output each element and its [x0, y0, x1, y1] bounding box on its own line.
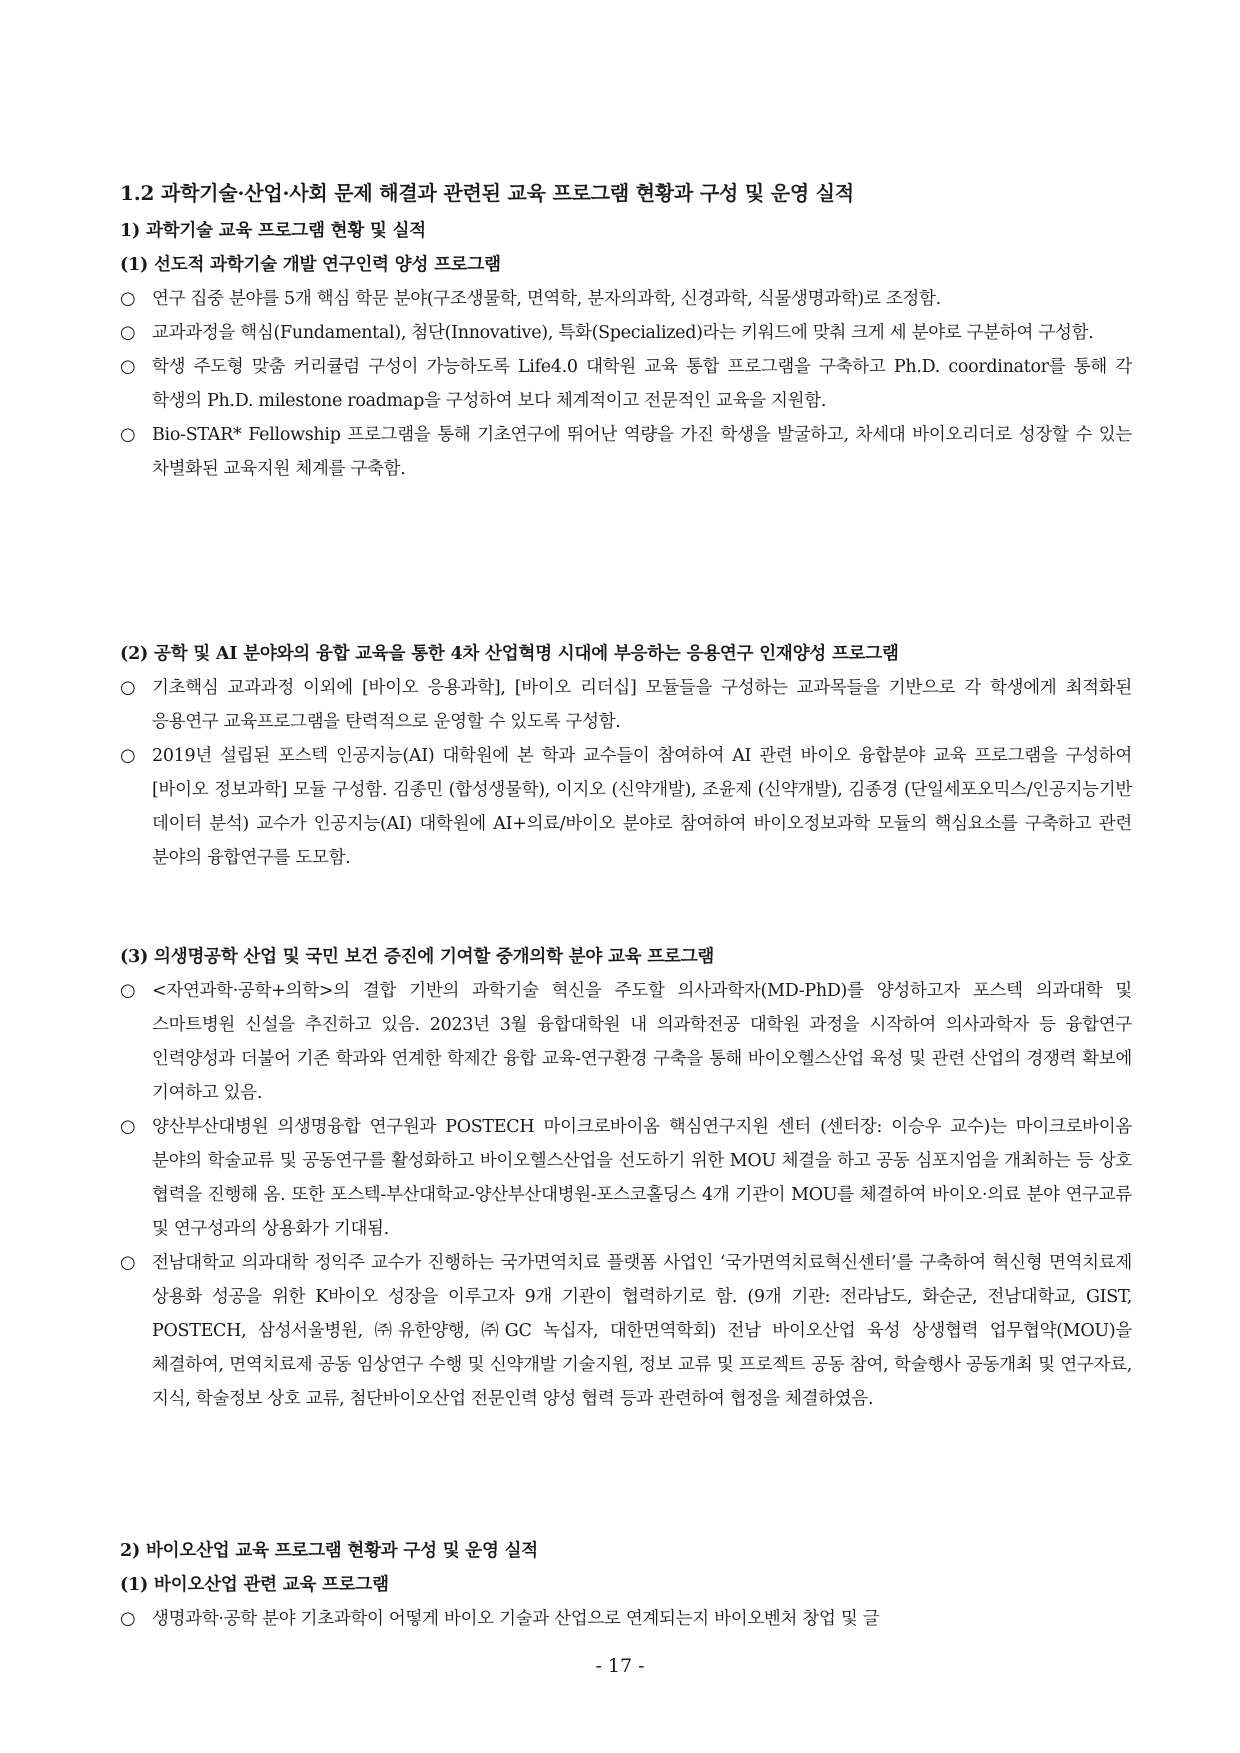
part1-sub3-block [120, 940, 1132, 1416]
page-number: - 17 - [595, 1655, 645, 1677]
list-item-text: <자연과학·공학+의학>의 결합 기반의 과학기술 혁신을 주도할 의사과학자(MD-PhD)를 양성하고자 포스텍 의과대학 및 스마트병원 신설을 추진하고 있음. 2023년 3월 융합대학원 내 의과학전공 대학원 과정을 시작하여 의사과학자 등 융합연구 인력양성과 더불어 기존 학과와 연계한 학제간 융합 교육-연구환경 구축을 통해 바이오헬스산업 육성 및 관련 산업의 경쟁력 확보에 기여하고 있음. [152, 981, 1132, 1103]
list-item-text: Bio-STAR* Fellowship 프로그램을 통해 기초연구에 뛰어난 역량을 가진 학생을 발굴하고, 차세대 바이오리더로 성장할 수 있는 차별화된 교육지원 체계를 구축함. [152, 425, 1132, 479]
circle-bullet-icon: ○ [120, 424, 136, 445]
part1-block [120, 214, 1132, 486]
list-item [120, 1110, 1132, 1246]
part2-block [120, 1534, 1132, 1636]
circle-bullet-icon: ○ [120, 1252, 136, 1273]
list-item-text: 생명과학·공학 분야 기초과학이 어떻게 바이오 기술과 산업으로 연계되는지 바이오벤처 창업 및 글 [152, 1609, 880, 1629]
list-item [120, 350, 1132, 418]
circle-bullet-icon: ○ [120, 1116, 136, 1137]
circle-bullet-icon: ○ [120, 288, 136, 309]
part1-sub1-heading: (1) 선도적 과학기술 개발 연구인력 양성 프로그램 [120, 255, 501, 275]
list-item-text: 학생 주도형 맞춤 커리큘럼 구성이 가능하도록 Life4.0 대학원 교육 통합 프로그램을 구축하고 Ph.D. coordinator를 통해 각 학생의 Ph.D. milestone roadmap을 구성하여 보다 체계적이고 전문적인 교육을 지원함. [152, 357, 1132, 411]
list-item-text: 양산부산대병원 의생명융합 연구원과 POSTECH 마이크로바이옴 핵심연구지원 센터 (센터장: 이승우 교수)는 마이크로바이옴 분야의 학술교류 및 공동연구를 활성화하고 바이오헬스산업을 선도하기 위한 MOU 체결을 하고 공동 심포지엄을 개최하는 등 상호 협력을 진행해 옴. 또한 포스텍-부산대학교-양산부산대병원-포스코홀딩스 4개 기관이 MOU를 체결하여 바이오·의료 분야 연구교류 및 연구성과의 상용화가 기대됨. [152, 1117, 1132, 1239]
list-item-text: 전남대학교 의과대학 정익주 교수가 진행하는 국가면역치료 플랫폼 사업인 ‘국가면역치료혁신센터’를 구축하여 혁신형 면역치료제 상용화 성공을 위한 K바이오 성장을 이루고자 9개 기관이 협력하기로 함. (9개 기관: 전라남도, 화순군, 전남대학교, GIST, POSTECH, 삼성서울병원, ㈜유한양행, ㈜GC 녹십자, 대한면역학회) 전남 바이오산업 육성 상생협력 업무협약(MOU)을 체결하여, 면역치료제 공동 임상연구 수행 및 신약개발 기술지원, 정보 교류 및 프로젝트 공동 참여, 학술행사 공동개최 및 연구자료, 지식, 학술정보 상호 교류, 첨단바이오산업 전문인력 양성 협력 등과 관련하여 협정을 체결하였음. [152, 1253, 1132, 1409]
list-item [120, 1246, 1132, 1416]
part1-sub2-block [120, 637, 1132, 875]
part2-heading: 2) 바이오산업 교육 프로그램 현황과 구성 및 운영 실적 [120, 1541, 539, 1561]
section-title: 1.2 과학기술·산업·사회 문제 해결과 관련된 교육 프로그램 현황과 구성 및 운영 실적 [120, 181, 854, 205]
list-item [120, 282, 1132, 316]
circle-bullet-icon: ○ [120, 1608, 136, 1629]
list-item [120, 418, 1132, 486]
list-item-text: 2019년 설립된 포스텍 인공지능(AI) 대학원에 본 학과 교수들이 참여하여 AI 관련 바이오 융합분야 교육 프로그램을 구성하여 [바이오 정보과학] 모듈 구성함. 김종민 (합성생물학), 이지오 (신약개발), 조윤제 (신약개발), 김종경 (단일세포오믹스/인공지능기반 데이터 분석) 교수가 인공지능(AI) 대학원에 AI+의료/바이오 분야로 참여하여 바이오정보과학 모듈의 핵심요소를 구축하고 관련 분야의 융합연구를 도모함. [152, 746, 1132, 868]
list-item-text: 기초핵심 교과과정 이외에 [바이오 응용과학], [바이오 리더십] 모듈들을 구성하는 교과목들을 기반으로 각 학생에게 최적화된 응용연구 교육프로그램을 탄력적으로 운영할 수 있도록 구성함. [152, 678, 1132, 732]
list-item-text: 연구 집중 분야를 5개 핵심 학문 분야(구조생물학, 면역학, 분자의과학, 신경과학, 식물생명과학)로 조정함. [152, 289, 941, 309]
list-item [120, 1602, 1132, 1636]
list-item [120, 671, 1132, 739]
list-item-text: 교과과정을 핵심(Fundamental), 첨단(Innovative), 특화(Specialized)라는 키워드에 맞춰 크게 세 분야로 구분하여 구성함. [152, 323, 1094, 343]
circle-bullet-icon: ○ [120, 980, 136, 1001]
circle-bullet-icon: ○ [120, 677, 136, 698]
list-item [120, 316, 1132, 350]
circle-bullet-icon: ○ [120, 356, 136, 377]
part1-heading: 1) 과학기술 교육 프로그램 현황 및 실적 [120, 221, 426, 241]
list-item [120, 739, 1132, 875]
circle-bullet-icon: ○ [120, 322, 136, 343]
circle-bullet-icon: ○ [120, 745, 136, 766]
list-item [120, 974, 1132, 1110]
part1-sub3-heading: (3) 의생명공학 산업 및 국민 보건 증진에 기여할 중개의학 분야 교육 프로그램 [120, 947, 715, 967]
part2-sub1-heading: (1) 바이오산업 관련 교육 프로그램 [120, 1575, 389, 1595]
part1-sub2-heading: (2) 공학 및 AI 분야와의 융합 교육을 통한 4차 산업혁명 시대에 부응하는 응용연구 인재양성 프로그램 [120, 644, 899, 664]
